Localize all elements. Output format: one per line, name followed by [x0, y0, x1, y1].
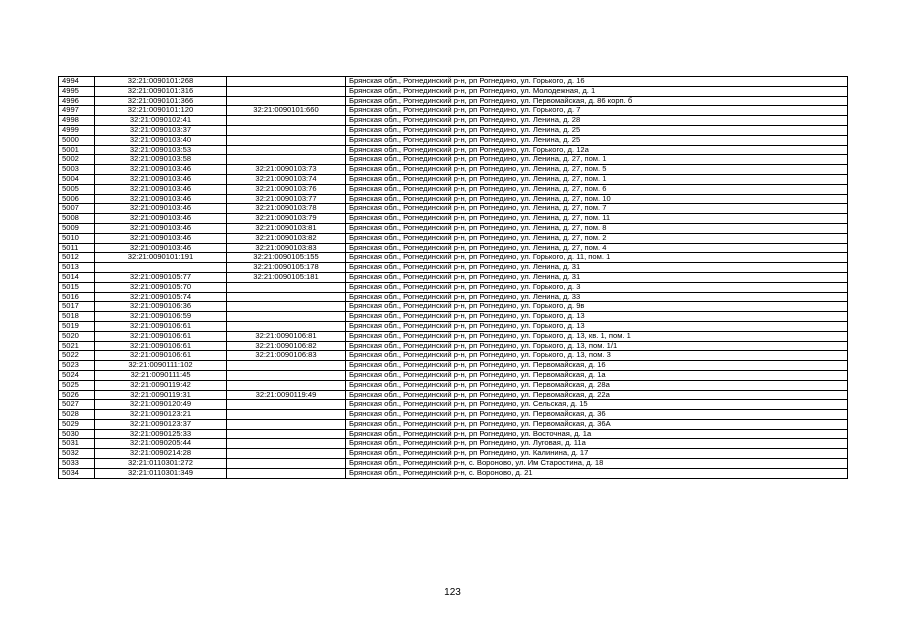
address-cell: Брянская обл., Рогнединский р-н, рп Рогнедино, ул. Ленина, д. 27, пом. 1	[346, 155, 848, 165]
related-cadastral-number-cell	[227, 459, 346, 469]
table-row	[59, 125, 848, 135]
address-cell: Брянская обл., Рогнединский р-н, рп Рогнедино, ул. Первомайская, д. 86 корп. б	[346, 96, 848, 106]
related-cadastral-number-cell: 32:21:0090106:82	[227, 341, 346, 351]
table-row	[59, 204, 848, 214]
address-cell: Брянская обл., Рогнединский р-н, рп Рогнедино, ул. Первомайская, д. 36	[346, 410, 848, 420]
address-cell: Брянская обл., Рогнединский р-н, рп Рогнедино, ул. Восточная, д. 1а	[346, 429, 848, 439]
table-row	[59, 370, 848, 380]
cadastral-number-cell: 32:21:0090101:268	[95, 77, 227, 87]
address-cell: Брянская обл., Рогнединский р-н, рп Рогнедино, ул. Горького, д. 16	[346, 77, 848, 87]
related-cadastral-number-cell	[227, 429, 346, 439]
row-number-cell: 5001	[59, 145, 95, 155]
row-number-cell: 5029	[59, 419, 95, 429]
address-cell: Брянская обл., Рогнединский р-н, рп Рогнедино, ул. Ленина, д. 28	[346, 116, 848, 126]
address-cell: Брянская обл., Рогнединский р-н, с. Вороново, ул. Им Старостина, д. 18	[346, 459, 848, 469]
row-number-cell: 4997	[59, 106, 95, 116]
related-cadastral-number-cell	[227, 439, 346, 449]
related-cadastral-number-cell: 32:21:0090105:181	[227, 272, 346, 282]
row-number-cell: 5015	[59, 282, 95, 292]
related-cadastral-number-cell: 32:21:0090119:49	[227, 390, 346, 400]
row-number-cell: 5028	[59, 410, 95, 420]
related-cadastral-number-cell: 32:21:0090103:83	[227, 243, 346, 253]
related-cadastral-number-cell	[227, 321, 346, 331]
row-number-cell: 5014	[59, 272, 95, 282]
address-cell: Брянская обл., Рогнединский р-н, рп Рогнедино, ул. Ленина, д. 27, пом. 5	[346, 165, 848, 175]
table-row	[59, 292, 848, 302]
cadastral-number-cell: 32:21:0090123:37	[95, 419, 227, 429]
row-number-cell: 5013	[59, 263, 95, 273]
table-row	[59, 77, 848, 87]
row-number-cell: 4996	[59, 96, 95, 106]
address-cell: Брянская обл., Рогнединский р-н, рп Рогнедино, ул. Горького, д. 7	[346, 106, 848, 116]
cadastral-number-cell: 32:21:0090123:21	[95, 410, 227, 420]
table-row	[59, 96, 848, 106]
table-row	[59, 145, 848, 155]
table-row	[59, 331, 848, 341]
related-cadastral-number-cell	[227, 419, 346, 429]
row-number-cell: 5017	[59, 302, 95, 312]
related-cadastral-number-cell	[227, 145, 346, 155]
row-number-cell: 5027	[59, 400, 95, 410]
cadastral-number-cell: 32:21:0090106:61	[95, 321, 227, 331]
cadastral-number-cell: 32:21:0090103:46	[95, 243, 227, 253]
cadastral-number-cell: 32:21:0090120:49	[95, 400, 227, 410]
address-cell: Брянская обл., Рогнединский р-н, рп Рогнедино, ул. Горького, д. 13, кв. 1, пом. 1	[346, 331, 848, 341]
table-row	[59, 263, 848, 273]
table-row	[59, 165, 848, 175]
row-number-cell: 4998	[59, 116, 95, 126]
row-number-cell: 4994	[59, 77, 95, 87]
table-row	[59, 459, 848, 469]
table-row	[59, 282, 848, 292]
table-row	[59, 400, 848, 410]
table-row	[59, 194, 848, 204]
related-cadastral-number-cell: 32:21:0090106:83	[227, 351, 346, 361]
related-cadastral-number-cell: 32:21:0090103:73	[227, 165, 346, 175]
related-cadastral-number-cell	[227, 361, 346, 371]
table-row	[59, 214, 848, 224]
row-number-cell: 5026	[59, 390, 95, 400]
cadastral-number-cell: 32:21:0090101:120	[95, 106, 227, 116]
related-cadastral-number-cell	[227, 468, 346, 478]
address-cell: Брянская обл., Рогнединский р-н, рп Рогнедино, ул. Первомайская, д. 22а	[346, 390, 848, 400]
cadastral-number-cell: 32:21:0090101:191	[95, 253, 227, 263]
row-number-cell: 5003	[59, 165, 95, 175]
cadastral-number-cell: 32:21:0090106:61	[95, 341, 227, 351]
row-number-cell: 5034	[59, 468, 95, 478]
related-cadastral-number-cell	[227, 96, 346, 106]
table-row	[59, 272, 848, 282]
cadastral-number-cell	[95, 263, 227, 273]
address-cell: Брянская обл., Рогнединский р-н, рп Рогнедино, ул. Горького, д. 13	[346, 321, 848, 331]
address-cell: Брянская обл., Рогнединский р-н, рп Рогнедино, ул. Горького, д. 12а	[346, 145, 848, 155]
property-table-body	[59, 77, 848, 479]
address-cell: Брянская обл., Рогнединский р-н, рп Рогнедино, ул. Молодежная, д. 1	[346, 86, 848, 96]
row-number-cell: 5006	[59, 194, 95, 204]
cadastral-number-cell: 32:21:0090106:59	[95, 312, 227, 322]
related-cadastral-number-cell	[227, 125, 346, 135]
row-number-cell: 5022	[59, 351, 95, 361]
page-number: 123	[444, 587, 461, 598]
table-row	[59, 439, 848, 449]
row-number-cell: 5025	[59, 380, 95, 390]
table-row	[59, 233, 848, 243]
row-number-cell: 5009	[59, 223, 95, 233]
related-cadastral-number-cell	[227, 116, 346, 126]
table-row	[59, 223, 848, 233]
table-row	[59, 419, 848, 429]
row-number-cell: 5021	[59, 341, 95, 351]
related-cadastral-number-cell	[227, 370, 346, 380]
address-cell: Брянская обл., Рогнединский р-н, рп Рогнедино, ул. Первомайская, д. 1а	[346, 370, 848, 380]
table-row	[59, 429, 848, 439]
address-cell: Брянская обл., Рогнединский р-н, рп Рогнедино, ул. Сельская, д. 15	[346, 400, 848, 410]
row-number-cell: 5018	[59, 312, 95, 322]
row-number-cell: 5000	[59, 135, 95, 145]
related-cadastral-number-cell	[227, 449, 346, 459]
address-cell: Брянская обл., Рогнединский р-н, с. Вороново, д. 21	[346, 468, 848, 478]
table-row	[59, 243, 848, 253]
table-row	[59, 390, 848, 400]
related-cadastral-number-cell	[227, 400, 346, 410]
related-cadastral-number-cell	[227, 292, 346, 302]
address-cell: Брянская обл., Рогнединский р-н, рп Рогнедино, ул. Ленина, д. 31	[346, 272, 848, 282]
related-cadastral-number-cell: 32:21:0090103:81	[227, 223, 346, 233]
cadastral-number-cell: 32:21:0090103:46	[95, 174, 227, 184]
row-number-cell: 5011	[59, 243, 95, 253]
row-number-cell: 5023	[59, 361, 95, 371]
row-number-cell: 5024	[59, 370, 95, 380]
table-row	[59, 449, 848, 459]
address-cell: Брянская обл., Рогнединский р-н, рп Рогнедино, ул. Первомайская, д. 36А	[346, 419, 848, 429]
address-cell: Брянская обл., Рогнединский р-н, рп Рогнедино, ул. Ленина, д. 25	[346, 135, 848, 145]
row-number-cell: 5030	[59, 429, 95, 439]
address-cell: Брянская обл., Рогнединский р-н, рп Рогнедино, ул. Ленина, д. 27, пом. 6	[346, 184, 848, 194]
related-cadastral-number-cell	[227, 135, 346, 145]
related-cadastral-number-cell: 32:21:0090101:660	[227, 106, 346, 116]
row-number-cell: 4995	[59, 86, 95, 96]
related-cadastral-number-cell: 32:21:0090103:74	[227, 174, 346, 184]
cadastral-number-cell: 32:21:0090103:58	[95, 155, 227, 165]
row-number-cell: 5004	[59, 174, 95, 184]
table-row	[59, 253, 848, 263]
address-cell: Брянская обл., Рогнединский р-н, рп Рогнедино, ул. Горького, д. 13	[346, 312, 848, 322]
address-cell: Брянская обл., Рогнединский р-н, рп Рогнедино, ул. Ленина, д. 33	[346, 292, 848, 302]
cadastral-number-cell: 32:21:0090103:53	[95, 145, 227, 155]
address-cell: Брянская обл., Рогнединский р-н, рп Рогнедино, ул. Горького, д. 3	[346, 282, 848, 292]
cadastral-number-cell: 32:21:0090101:316	[95, 86, 227, 96]
row-number-cell: 5010	[59, 233, 95, 243]
table-row	[59, 86, 848, 96]
table-row	[59, 155, 848, 165]
row-number-cell: 5032	[59, 449, 95, 459]
related-cadastral-number-cell	[227, 282, 346, 292]
table-row	[59, 312, 848, 322]
related-cadastral-number-cell: 32:21:0090103:79	[227, 214, 346, 224]
cadastral-number-cell: 32:21:0090111:45	[95, 370, 227, 380]
row-number-cell: 5007	[59, 204, 95, 214]
cadastral-number-cell: 32:21:0090101:366	[95, 96, 227, 106]
table-row	[59, 116, 848, 126]
cadastral-number-cell: 32:21:0090102:41	[95, 116, 227, 126]
related-cadastral-number-cell	[227, 86, 346, 96]
row-number-cell: 4999	[59, 125, 95, 135]
related-cadastral-number-cell: 32:21:0090103:77	[227, 194, 346, 204]
row-number-cell: 5019	[59, 321, 95, 331]
address-cell: Брянская обл., Рогнединский р-н, рп Рогнедино, ул. Горького, д. 13, пом. 1/1	[346, 341, 848, 351]
table-row	[59, 321, 848, 331]
related-cadastral-number-cell	[227, 302, 346, 312]
related-cadastral-number-cell	[227, 410, 346, 420]
cadastral-number-cell: 32:21:0090103:46	[95, 184, 227, 194]
address-cell: Брянская обл., Рогнединский р-н, рп Рогнедино, ул. Горького, д. 9в	[346, 302, 848, 312]
row-number-cell: 5020	[59, 331, 95, 341]
cadastral-number-cell: 32:21:0090103:46	[95, 194, 227, 204]
cadastral-number-cell: 32:21:0090103:40	[95, 135, 227, 145]
table-row	[59, 351, 848, 361]
address-cell: Брянская обл., Рогнединский р-н, рп Рогнедино, ул. Ленина, д. 27, пом. 7	[346, 204, 848, 214]
row-number-cell: 5002	[59, 155, 95, 165]
row-number-cell: 5008	[59, 214, 95, 224]
property-table	[58, 76, 848, 479]
cadastral-number-cell: 32:21:0110301:272	[95, 459, 227, 469]
related-cadastral-number-cell	[227, 312, 346, 322]
address-cell: Брянская обл., Рогнединский р-н, рп Рогнедино, ул. Ленина, д. 27, пом. 8	[346, 223, 848, 233]
address-cell: Брянская обл., Рогнединский р-н, рп Рогнедино, ул. Ленина, д. 27, пом. 10	[346, 194, 848, 204]
related-cadastral-number-cell	[227, 77, 346, 87]
cadastral-number-cell: 32:21:0090106:36	[95, 302, 227, 312]
row-number-cell: 5033	[59, 459, 95, 469]
cadastral-number-cell: 32:21:0090119:31	[95, 390, 227, 400]
address-cell: Брянская обл., Рогнединский р-н, рп Рогнедино, ул. Ленина, д. 31	[346, 263, 848, 273]
address-cell: Брянская обл., Рогнединский р-н, рп Рогнедино, ул. Горького, д. 13, пом. 3	[346, 351, 848, 361]
related-cadastral-number-cell: 32:21:0090103:76	[227, 184, 346, 194]
address-cell: Брянская обл., Рогнединский р-н, рп Рогнедино, ул. Ленина, д. 25	[346, 125, 848, 135]
table-row	[59, 302, 848, 312]
related-cadastral-number-cell: 32:21:0090105:178	[227, 263, 346, 273]
table-row	[59, 184, 848, 194]
cadastral-number-cell: 32:21:0090105:77	[95, 272, 227, 282]
row-number-cell: 5016	[59, 292, 95, 302]
address-cell: Брянская обл., Рогнединский р-н, рп Рогнедино, ул. Ленина, д. 27, пом. 2	[346, 233, 848, 243]
table-row	[59, 380, 848, 390]
cadastral-number-cell: 32:21:0090105:70	[95, 282, 227, 292]
address-cell: Брянская обл., Рогнединский р-н, рп Рогнедино, ул. Первомайская, д. 28а	[346, 380, 848, 390]
cadastral-number-cell: 32:21:0090103:46	[95, 204, 227, 214]
cadastral-number-cell: 32:21:0090106:61	[95, 331, 227, 341]
table-row	[59, 135, 848, 145]
cadastral-number-cell: 32:21:0090103:46	[95, 233, 227, 243]
cadastral-number-cell: 32:21:0090103:46	[95, 165, 227, 175]
cadastral-number-cell: 32:21:0090205:44	[95, 439, 227, 449]
related-cadastral-number-cell: 32:21:0090103:78	[227, 204, 346, 214]
address-cell: Брянская обл., Рогнединский р-н, рп Рогнедино, ул. Ленина, д. 27, пом. 1	[346, 174, 848, 184]
table-row	[59, 410, 848, 420]
row-number-cell: 5031	[59, 439, 95, 449]
row-number-cell: 5005	[59, 184, 95, 194]
cadastral-number-cell: 32:21:0090106:61	[95, 351, 227, 361]
address-cell: Брянская обл., Рогнединский р-н, рп Рогнедино, ул. Ленина, д. 27, пом. 11	[346, 214, 848, 224]
table-row	[59, 341, 848, 351]
cadastral-number-cell: 32:21:0090103:46	[95, 223, 227, 233]
address-cell: Брянская обл., Рогнединский р-н, рп Рогнедино, ул. Калинина, д. 17	[346, 449, 848, 459]
related-cadastral-number-cell	[227, 155, 346, 165]
cadastral-number-cell: 32:21:0110301:349	[95, 468, 227, 478]
cadastral-number-cell: 32:21:0090103:46	[95, 214, 227, 224]
related-cadastral-number-cell: 32:21:0090105:155	[227, 253, 346, 263]
table-row	[59, 361, 848, 371]
cadastral-number-cell: 32:21:0090214:28	[95, 449, 227, 459]
cadastral-number-cell: 32:21:0090103:37	[95, 125, 227, 135]
table-row	[59, 468, 848, 478]
address-cell: Брянская обл., Рогнединский р-н, рп Рогнедино, ул. Ленина, д. 27, пом. 4	[346, 243, 848, 253]
address-cell: Брянская обл., Рогнединский р-н, рп Рогнедино, ул. Первомайская, д. 16	[346, 361, 848, 371]
address-cell: Брянская обл., Рогнединский р-н, рп Рогнедино, ул. Горького, д. 11, пом. 1	[346, 253, 848, 263]
address-cell: Брянская обл., Рогнединский р-н, рп Рогнедино, ул. Луговая, д. 11а	[346, 439, 848, 449]
table-row	[59, 106, 848, 116]
related-cadastral-number-cell: 32:21:0090106:81	[227, 331, 346, 341]
related-cadastral-number-cell: 32:21:0090103:82	[227, 233, 346, 243]
cadastral-number-cell: 32:21:0090119:42	[95, 380, 227, 390]
cadastral-number-cell: 32:21:0090105:74	[95, 292, 227, 302]
cadastral-number-cell: 32:21:0090125:33	[95, 429, 227, 439]
row-number-cell: 5012	[59, 253, 95, 263]
related-cadastral-number-cell	[227, 380, 346, 390]
cadastral-number-cell: 32:21:0090111:102	[95, 361, 227, 371]
table-row	[59, 174, 848, 184]
